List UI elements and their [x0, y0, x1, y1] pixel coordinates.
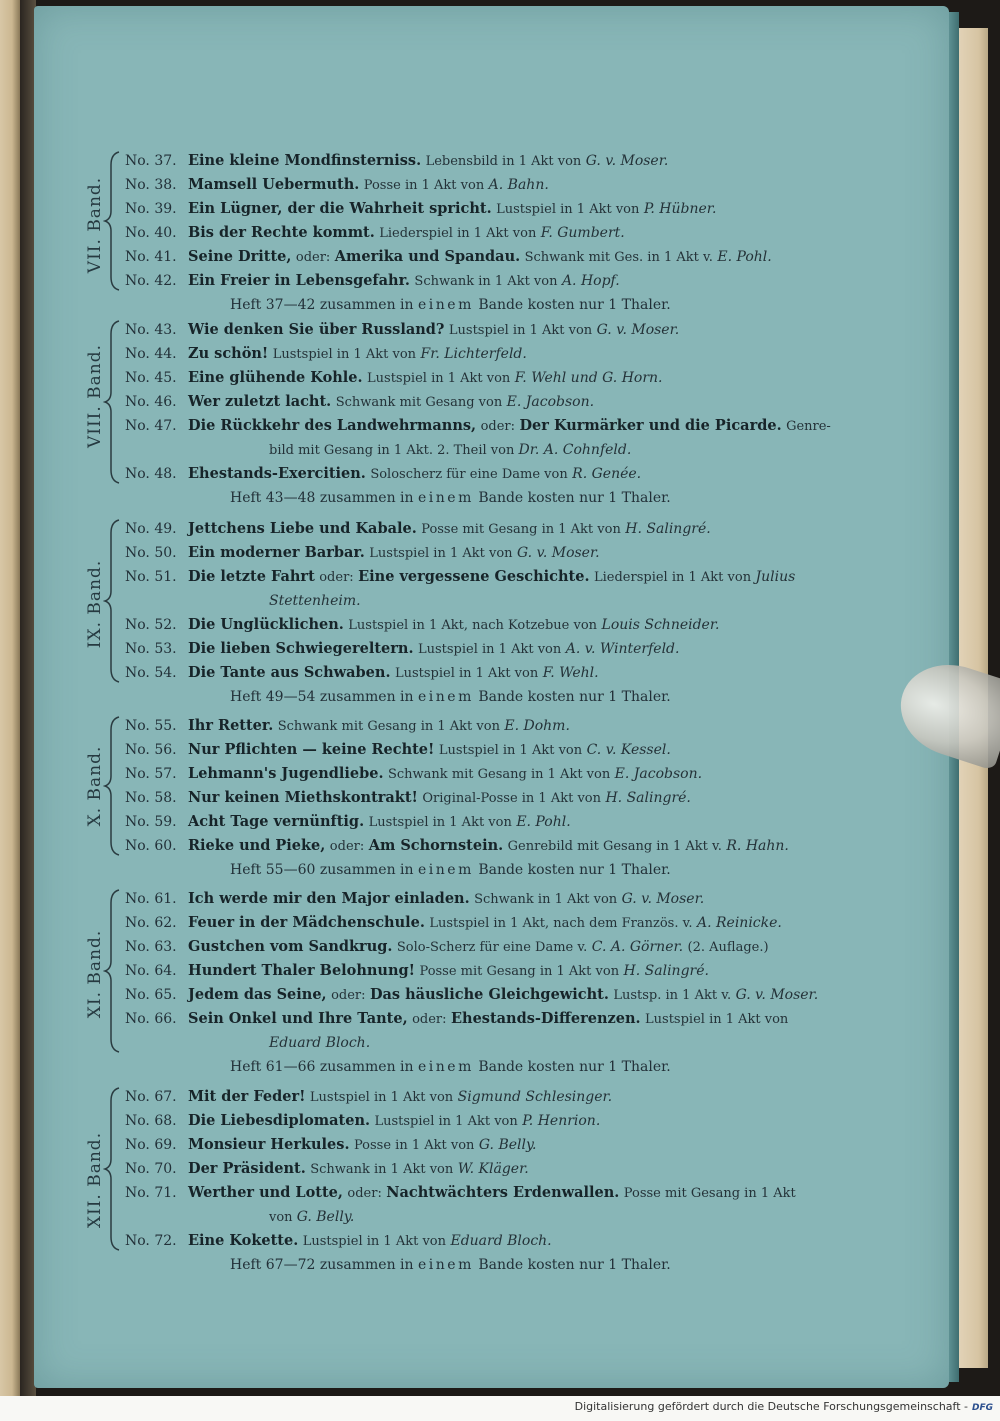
entry-author: Louis Schneider. — [601, 617, 720, 633]
entry-author: G. v. Moser. — [735, 987, 819, 1003]
entry-number: No. 53. — [125, 641, 177, 657]
entry-number: No. 64. — [125, 963, 177, 979]
catalog-entry — [125, 269, 895, 293]
entry-genre: Lustspiel in 1 Akt, nach dem Französ. v. — [429, 916, 693, 931]
volume-brace — [103, 889, 125, 1053]
catalog-entry — [125, 342, 895, 366]
entry-author: P. Hübner. — [643, 201, 717, 217]
volume-price-line — [230, 486, 671, 510]
entry-alt-title: Der Kurmärker und die Picarde. — [519, 417, 782, 434]
price-line-start: Heft 61—66 zusammen in — [230, 1059, 414, 1075]
entry-title: Wie denken Sie über Russland? — [188, 321, 445, 338]
entry-genre: Lustspiel in 1 Akt von — [645, 1012, 789, 1027]
entry-genre: Soloscherz für eine Dame von — [370, 467, 568, 482]
entry-connector: oder: — [412, 1012, 447, 1027]
entry-title: Seine Dritte, — [188, 248, 292, 265]
catalog-entry — [125, 1133, 895, 1157]
entry-connector: oder: — [319, 570, 354, 585]
entry-number: No. 62. — [125, 915, 177, 931]
continuation-author: Eduard Bloch. — [269, 1035, 371, 1051]
entry-genre: Schwank mit Ges. in 1 Akt v. — [524, 250, 713, 265]
catalog-entry — [125, 959, 895, 983]
continuation-text: von — [269, 1210, 293, 1225]
entry-number: No. 37. — [125, 153, 177, 169]
band-label-text: VIII. Band. — [85, 343, 105, 449]
entry-genre: Lustspiel in 1 Akt von — [448, 323, 593, 338]
entry-author: G. v. Moser. — [517, 545, 600, 561]
catalog-entry — [125, 637, 895, 661]
entry-genre: Schwank in 1 Akt von — [310, 1162, 454, 1177]
entry-number: No. 40. — [125, 225, 177, 241]
entry-author: H. Salingré. — [605, 790, 691, 806]
entry-author: Sigmund Schlesinger. — [457, 1089, 613, 1105]
entry-number: No. 65. — [125, 987, 177, 1003]
entry-number: No. 69. — [125, 1137, 177, 1153]
entry-title: Rieke und Pieke, — [188, 837, 326, 854]
price-line-end: Bande kosten nur 1 Thaler. — [478, 297, 671, 313]
entry-alt-title: Das häusliche Gleichgewicht. — [369, 986, 609, 1003]
entry-author: Julius — [755, 569, 796, 585]
entry-title: Mit der Feder! — [188, 1088, 306, 1105]
band-label-text: VII. Band. — [85, 176, 105, 274]
entry-author: A. Reinicke. — [696, 915, 782, 931]
entry-title: Eine Kokette. — [188, 1232, 299, 1249]
price-line-end: Bande kosten nur 1 Thaler. — [478, 490, 671, 506]
entry-genre: Schwank mit Gesang in 1 Akt von — [388, 767, 611, 782]
catalog-entry — [125, 414, 895, 438]
entry-genre: Posse mit Gesang in 1 Akt — [623, 1186, 796, 1201]
footer-bar — [0, 1396, 1000, 1421]
entry-author: G. v. Moser. — [621, 891, 705, 907]
entry-title: Sein Onkel und Ihre Tante, — [188, 1010, 408, 1027]
volume-brace — [103, 519, 125, 683]
entry-author: F. Wehl. — [542, 665, 599, 681]
entry-author: E. Jacobson. — [506, 394, 595, 410]
catalog-entry — [125, 661, 895, 685]
entry-title: Acht Tage vernünftig. — [188, 813, 365, 830]
entry-number: No. 54. — [125, 665, 177, 681]
price-line-emph: einem — [418, 862, 474, 878]
catalog-entry — [125, 517, 895, 541]
entry-continuation — [269, 1031, 370, 1055]
entry-title: Ich werde mir den Major einladen. — [188, 890, 470, 907]
catalog-entry — [125, 462, 895, 486]
catalog-entry — [125, 911, 895, 935]
continuation-author: Stettenheim. — [269, 593, 361, 609]
entry-genre: Lebensbild in 1 Akt von — [425, 154, 582, 169]
entry-connector: oder: — [347, 1186, 382, 1201]
entry-title: Jettchens Liebe und Kabale. — [188, 520, 417, 537]
continuation-author: G. Belly. — [296, 1209, 355, 1225]
entry-title: Hundert Thaler Belohnung! — [188, 962, 416, 979]
entry-number: No. 52. — [125, 617, 177, 633]
entry-title: Mamsell Uebermuth. — [188, 176, 360, 193]
entry-genre: Lustspiel in 1 Akt von — [417, 642, 562, 657]
entry-genre: Lustspiel in 1 Akt von — [374, 1114, 518, 1129]
catalog-entry — [125, 983, 895, 1007]
price-line-emph: einem — [418, 689, 474, 705]
entry-genre: Genre- — [786, 419, 831, 434]
dfg-logo: DFG — [972, 1403, 994, 1413]
catalog-entry — [125, 762, 895, 786]
entry-title: Die lieben Schwiegereltern. — [188, 640, 414, 657]
entry-number: No. 46. — [125, 394, 177, 410]
band-label-text: X. Band. — [85, 745, 105, 827]
entry-genre: Liederspiel in 1 Akt von — [379, 226, 537, 241]
entry-genre: Posse mit Gesang in 1 Akt von — [421, 522, 621, 537]
entry-number: No. 63. — [125, 939, 177, 955]
entry-title: Die Rückkehr des Landwehrmanns, — [188, 417, 477, 434]
entry-genre: Lustspiel in 1 Akt von — [394, 666, 539, 681]
entry-genre: Schwank in 1 Akt von — [474, 892, 618, 907]
entry-continuation — [269, 438, 631, 462]
volume-price-line — [230, 685, 671, 709]
band-label-text: XI. Band. — [85, 929, 105, 1019]
continuation-author: Dr. A. Cohnfeld. — [518, 442, 632, 458]
entry-author: E. Pohl. — [516, 814, 571, 830]
price-line-start: Heft 43—48 zusammen in — [230, 490, 414, 506]
entry-genre: Schwank in 1 Akt von — [414, 274, 558, 289]
entry-author: C. A. Görner. — [591, 939, 684, 955]
band-label-text: IX. Band. — [85, 559, 105, 649]
entry-author: G. v. Moser. — [585, 153, 669, 169]
entry-title: Werther und Lotte, — [188, 1184, 343, 1201]
catalog-entry — [125, 197, 895, 221]
entry-number: No. 42. — [125, 273, 177, 289]
catalog-entry — [125, 1157, 895, 1181]
entry-author: C. v. Kessel. — [586, 742, 671, 758]
catalog-entry — [125, 613, 895, 637]
catalog-entry — [125, 786, 895, 810]
price-line-start: Heft 37—42 zusammen in — [230, 297, 414, 313]
entry-number: No. 43. — [125, 322, 177, 338]
volume-price-line — [230, 1055, 671, 1079]
catalog-entry — [125, 390, 895, 414]
entry-connector: oder: — [329, 839, 365, 854]
entry-title: Die Tante aus Schwaben. — [188, 664, 391, 681]
entry-title: Die Unglücklichen. — [188, 616, 344, 633]
entry-title: Nur Pflichten — keine Rechte! — [188, 741, 435, 758]
entry-number: No. 47. — [125, 418, 177, 434]
entry-genre: Solo-Scherz für eine Dame v. — [396, 940, 588, 955]
entry-number: No. 61. — [125, 891, 177, 907]
entry-author: W. Kläger. — [457, 1161, 529, 1177]
volume-price-line — [230, 858, 671, 882]
band-label-text: XII. Band. — [85, 1131, 105, 1229]
price-line-emph: einem — [418, 1059, 474, 1075]
entry-genre: Liederspiel in 1 Akt von — [593, 570, 752, 585]
entry-title: Der Präsident. — [188, 1160, 306, 1177]
entry-number: No. 60. — [125, 838, 177, 854]
entry-author: R. Genée. — [572, 466, 642, 482]
entry-genre: Posse in 1 Akt von — [363, 178, 485, 193]
entry-title: Ein moderner Barbar. — [188, 544, 365, 561]
entry-genre: Lustspiel in 1 Akt von — [368, 815, 512, 830]
entry-number: No. 59. — [125, 814, 177, 830]
entry-number: No. 51. — [125, 569, 177, 585]
entry-title: Ihr Retter. — [188, 717, 274, 734]
entry-connector: oder: — [331, 988, 366, 1003]
entry-number: No. 68. — [125, 1113, 177, 1129]
entry-number: No. 50. — [125, 545, 177, 561]
entry-genre: Schwank mit Gesang in 1 Akt von — [277, 719, 500, 734]
entry-alt-title: Amerika und Spandau. — [334, 248, 521, 265]
entry-author: E. Pohl. — [717, 249, 772, 265]
footer-credit: Digitalisierung gefördert durch die Deutsche Forschungsgemeinschaft - — [574, 1400, 968, 1413]
entry-author: E. Jacobson. — [614, 766, 703, 782]
entry-author: F. Wehl und G. Horn. — [514, 370, 663, 386]
entry-title: Ein Freier in Lebensgefahr. — [188, 272, 410, 289]
catalog-entry — [125, 173, 895, 197]
entry-genre: Lustspiel in 1 Akt von — [369, 546, 513, 561]
price-line-start: Heft 55—60 zusammen in — [230, 862, 414, 878]
entry-author: G. Belly. — [478, 1137, 537, 1153]
catalog-entry — [125, 887, 895, 911]
entry-title: Eine kleine Mondfinsterniss. — [188, 152, 422, 169]
catalog-entry — [125, 366, 895, 390]
catalog-entry — [125, 1229, 895, 1253]
entry-genre: Lustspiel in 1 Akt von — [367, 371, 511, 386]
entry-author: A. v. Winterfeld. — [565, 641, 680, 657]
entry-genre: Genrebild mit Gesang in 1 Akt v. — [507, 839, 722, 854]
entry-genre: Posse in 1 Akt von — [353, 1138, 475, 1153]
catalog-entry — [125, 149, 895, 173]
volume-brace — [103, 151, 125, 291]
entry-title: Monsieur Herkules. — [188, 1136, 350, 1153]
entry-author: F. Gumbert. — [540, 225, 625, 241]
entry-title: Gustchen vom Sandkrug. — [188, 938, 393, 955]
entry-author: P. Henrion. — [522, 1113, 601, 1129]
price-line-emph: einem — [418, 490, 474, 506]
price-line-end: Bande kosten nur 1 Thaler. — [478, 862, 671, 878]
entry-author: A. Hopf. — [561, 273, 620, 289]
catalog-entry — [125, 738, 895, 762]
entry-number: No. 45. — [125, 370, 177, 386]
entry-connector: oder: — [295, 250, 331, 265]
price-line-emph: einem — [418, 297, 474, 313]
entry-author: H. Salingré. — [623, 963, 709, 979]
entry-genre: Original-Posse in 1 Akt von — [422, 791, 602, 806]
entry-title: Wer zuletzt lacht. — [188, 393, 332, 410]
entry-title: Zu schön! — [188, 345, 269, 362]
entry-title: Ehestands-Exercitien. — [188, 465, 366, 482]
entry-edition-note: (2. Auflage.) — [687, 940, 769, 955]
entry-number: No. 41. — [125, 249, 177, 265]
catalog-entry — [125, 245, 895, 269]
entry-title: Die letzte Fahrt — [188, 568, 315, 585]
entry-author: Eduard Bloch. — [450, 1233, 552, 1249]
entry-author: G. v. Moser. — [596, 322, 680, 338]
entry-continuation — [269, 1205, 354, 1229]
entry-number: No. 66. — [125, 1011, 177, 1027]
entry-genre: Schwank mit Gesang von — [335, 395, 503, 410]
entry-number: No. 58. — [125, 790, 177, 806]
entry-alt-title: Am Schornstein. — [368, 837, 504, 854]
entry-title: Ein Lügner, der die Wahrheit spricht. — [188, 200, 492, 217]
catalog-entry — [125, 541, 895, 565]
entry-number: No. 49. — [125, 521, 177, 537]
entry-genre: Lustspiel in 1 Akt, nach Kotzebue von — [348, 618, 598, 633]
volume-brace — [103, 320, 125, 484]
price-line-end: Bande kosten nur 1 Thaler. — [478, 1257, 671, 1273]
entry-title: Lehmann's Jugendliebe. — [188, 765, 384, 782]
catalog-entry — [125, 221, 895, 245]
entry-title: Eine glühende Kohle. — [188, 369, 363, 386]
volume-brace — [103, 1087, 125, 1251]
price-line-end: Bande kosten nur 1 Thaler. — [478, 689, 671, 705]
entry-genre: Lustspiel in 1 Akt von — [496, 202, 640, 217]
entry-title: Nur keinen Miethskontrakt! — [188, 789, 418, 806]
entry-alt-title: Nachtwächters Erdenwallen. — [386, 1184, 620, 1201]
entry-genre: Lustspiel in 1 Akt von — [438, 743, 583, 758]
entry-number: No. 38. — [125, 177, 177, 193]
volume-price-line — [230, 1253, 671, 1277]
entry-genre: Lustspiel in 1 Akt von — [302, 1234, 447, 1249]
entry-author: E. Dohm. — [504, 718, 570, 734]
entry-number: No. 67. — [125, 1089, 177, 1105]
entry-author: Fr. Lichterfeld. — [420, 346, 527, 362]
entry-title: Feuer in der Mädchenschule. — [188, 914, 425, 931]
entry-connector: oder: — [480, 419, 515, 434]
entry-continuation — [269, 589, 361, 613]
entry-alt-title: Eine vergessene Geschichte. — [358, 568, 590, 585]
price-line-start: Heft 49—54 zusammen in — [230, 689, 414, 705]
entry-author: R. Hahn. — [726, 838, 789, 854]
entry-number: No. 56. — [125, 742, 177, 758]
entry-number: No. 39. — [125, 201, 177, 217]
entry-number: No. 55. — [125, 718, 177, 734]
entry-title: Bis der Rechte kommt. — [188, 224, 375, 241]
catalog-entry — [125, 834, 895, 858]
catalog-entry — [125, 714, 895, 738]
catalog-entry — [125, 565, 895, 589]
entry-number: No. 57. — [125, 766, 177, 782]
entry-number: No. 72. — [125, 1233, 177, 1249]
entry-genre: Posse mit Gesang in 1 Akt von — [419, 964, 620, 979]
entry-author: H. Salingré. — [625, 521, 711, 537]
entry-genre: Lustsp. in 1 Akt v. — [613, 988, 732, 1003]
entry-number: No. 48. — [125, 466, 177, 482]
price-line-end: Bande kosten nur 1 Thaler. — [478, 1059, 671, 1075]
catalog-entry — [125, 318, 895, 342]
catalog-entry — [125, 1085, 895, 1109]
entry-title: Die Liebesdiplomaten. — [188, 1112, 371, 1129]
price-line-start: Heft 67—72 zusammen in — [230, 1257, 414, 1273]
entry-genre: Lustspiel in 1 Akt von — [309, 1090, 454, 1105]
entry-author: A. Bahn. — [488, 177, 549, 193]
catalog-entry — [125, 1181, 895, 1205]
continuation-text: bild mit Gesang in 1 Akt. 2. Theil von — [269, 443, 515, 458]
catalog-entry — [125, 1007, 895, 1031]
catalog-entry — [125, 935, 895, 959]
price-line-emph: einem — [418, 1257, 474, 1273]
catalog-entry — [125, 810, 895, 834]
entry-number: No. 71. — [125, 1185, 177, 1201]
entry-number: No. 44. — [125, 346, 177, 362]
volume-brace — [103, 716, 125, 856]
catalog-entry — [125, 1109, 895, 1133]
entry-alt-title: Ehestands-Differenzen. — [450, 1010, 641, 1027]
entry-number: No. 70. — [125, 1161, 177, 1177]
entry-genre: Lustspiel in 1 Akt von — [272, 347, 417, 362]
entry-title: Jedem das Seine, — [188, 986, 327, 1003]
volume-price-line — [230, 293, 671, 317]
